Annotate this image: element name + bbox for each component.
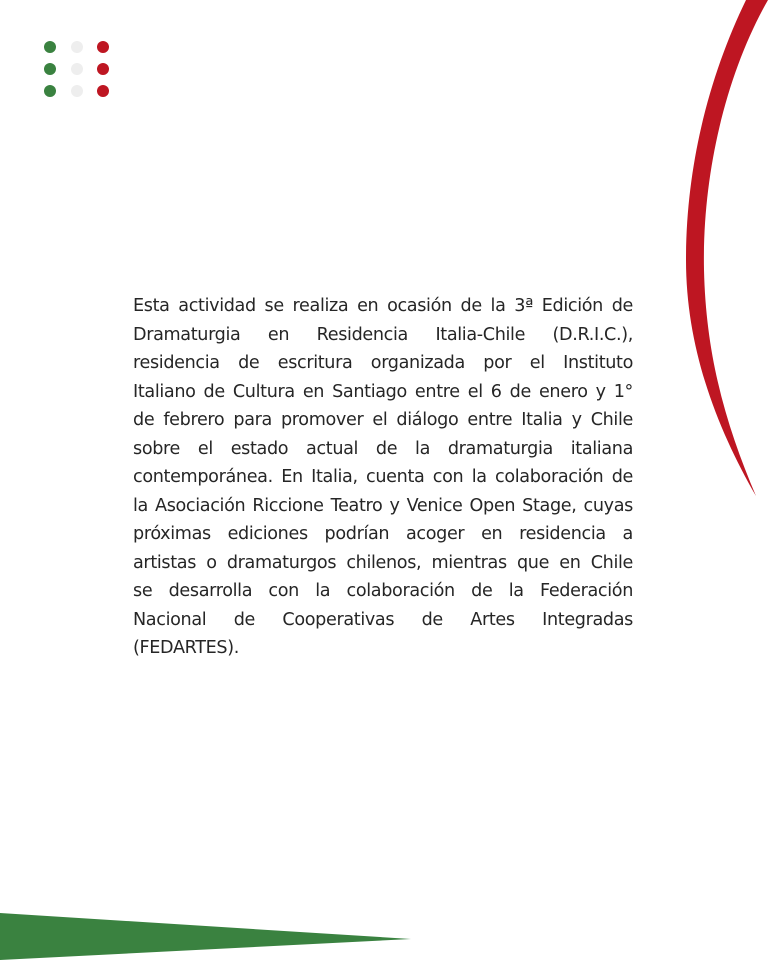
paragraph-line: próximas ediciones podrían acoger en residencia a	[133, 524, 633, 544]
flag-dot-grid	[44, 41, 110, 97]
paragraph-line: Italiano de Cultura en Santiago entre el 6 de enero y 1°	[133, 381, 633, 402]
paragraph-line: se desarrolla con la colaboración de la Federación	[133, 581, 633, 601]
white-dot-icon	[71, 85, 83, 97]
paragraph-line: Esta actividad se realiza en ocasión de la 3ª Edición de	[133, 296, 633, 316]
paragraph-line: contemporánea. En Italia, cuenta con la colaboración de	[133, 467, 633, 487]
green-dot-icon	[44, 85, 56, 97]
red-dot-icon	[97, 85, 109, 97]
paragraph-line: Nacional de Cooperativas de Artes Integradas	[133, 609, 633, 630]
green-dot-icon	[44, 41, 56, 53]
body-paragraph	[133, 292, 633, 663]
paragraph-line: de febrero para promover el diálogo entre Italia y Chile	[133, 410, 633, 430]
white-dot-icon	[71, 63, 83, 75]
paragraph-line: Dramaturgia en Residencia Italia-Chile (D.R.I.C.),	[133, 324, 633, 345]
paragraph-line: (FEDARTES).	[133, 638, 239, 658]
paragraph-line: la Asociación Riccione Teatro y Venice Open Stage, cuyas	[133, 495, 633, 516]
red-arc-shape	[686, 0, 768, 496]
paragraph-line: residencia de escritura organizada por el Instituto	[133, 353, 633, 373]
red-dot-icon	[97, 41, 109, 53]
white-dot-icon	[71, 41, 83, 53]
green-dot-icon	[44, 63, 56, 75]
green-wedge-shape	[0, 913, 411, 960]
paragraph-line: artistas o dramaturgos chilenos, mientras que en Chile	[133, 552, 633, 573]
red-dot-icon	[97, 63, 109, 75]
paragraph-line: sobre el estado actual de la dramaturgia italiana	[133, 438, 633, 459]
